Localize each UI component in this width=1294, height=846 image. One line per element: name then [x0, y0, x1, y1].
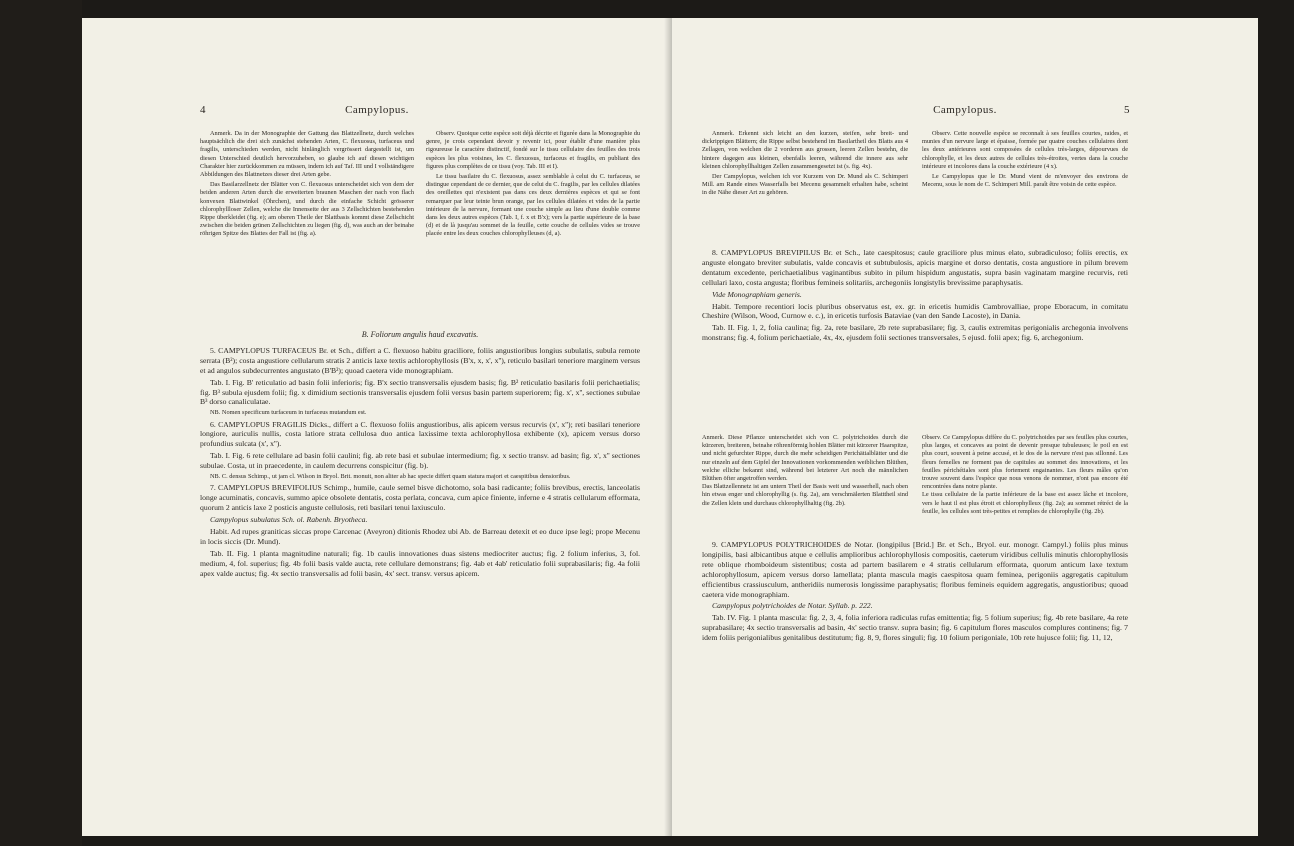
note-french-2: Observ. Ce Campylopus diffère du C. polytrichoides par ses feuilles plus courtes, plus larges, et concaves au point de devenir presque tubuleuses; le poil en est plus court, souvent à peine accusé, et le dos de la nervure n'est pas sillonné. Les fleurs femelles ne forment pas de capitules au sommet des innovations, et les feuilles périchétiales sont plus fortement engainantes. Les fleurs mâles qu'on trouve souvent dans l'espèce que nous venons de nommer, n'ont pas encore été rencontrées dans notre plante. Le tissu cellulaire de la partie inférieure de la base est assez lâche et incolore, vers le haut il est plus étroit et chlorophylleux (fig. 2a); au sommet rétréci de la feuille, les cellules sont très-petites et remplies de chlorophylle (fig. 2b). — [922, 434, 1128, 515]
plate-caption: Tab. II. Fig. 1, 2, folia caulina; fig. 2a, rete basilare, 2b rete suprabasilare; fig. 3, caulis extremitas perigonialis archegonia involvens monstrans; fig. 4, folium perichaetiale, 4x, 4x, ejusdem folii sectiones transversales, 5 ejusd. folii apex; fig. 6, archegonium. — [702, 323, 1128, 343]
species-entry: 5. CAMPYLOPUS TURFACEUS Br. et Sch., differt a C. flexuoso habitu graciliore, foliis angustioribus longius subulatis, subula remote serrata (B²); costa angustiore cellularum stratis 2 anticis laxe textis achlorophyllosis (B'x, x, x', x''), reticulo basilari teneriore marginem versus et ad angulos subdecurrentes angustato (B'B²); quoad caetera vide monographiam. — [200, 345, 640, 375]
paragraph: Le Campylopus que le Dr. Mund vient de m'envoyer des environs de Mecenu, sous le nom de C. Schimperi Mill. paraît être voisin de cette espèce. — [922, 173, 1128, 189]
paragraph: Das Basilarzellnetz der Blätter von C. flexuosus unterscheidet sich von dem der beiden anderen Arten durch die erweiterten braunen Maschen der nach von flach konvexen Blattwinkel (Öhrchen), und durch die einfache Schicht grösserer chlorophyllloser Zellen, welche die Innenseite der aus 3 Zellschichten bestehenden Rippe überkleidet (fig. e); am oberen Theile der Blattbasis kommt diese Zellschicht zwischen die beiden grünen Zellschichten zu liegen (fig. d), was auch an der beinahe röhrigen Spitze des Blattes der Fall ist (fig. a). — [200, 181, 414, 238]
paragraph: Observ. Cette nouvelle espèce se reconnaît à ses feuilles courtes, raides, et munies d'un nervure large et épaisse, formée par quatre couches cellulaires dont les deux antérieures sont composées de cellules très-larges, dépourvues de chlorophylle, et les deux autres de cellules très-étroites, vertes dans la couche intérieure et incolores dans la couche extérieure (4 x). — [922, 130, 1128, 170]
species-entry: 8. CAMPYLOPUS BREVIPILUS Br. et Sch., late caespitosus; caule graciliore plus minus elato, subradiculoso; foliis erectis, ex anguste elongato breviter subulatis, valde concavis et subtubulosis, apicis margine et dorso dentatis, costa angustiore in pilum brevem dentatum excedente, perichaetialibus vaginantibus subito in pilum hispidum angustatis, supra basin vaginatam margine recurvis, reti cellulari laxo, costa angusta; floribus femineis solitariis, archegoniis longistylis brevissime paraphysatis. — [702, 248, 1128, 287]
plate-caption: Tab. I. Fig. B' reticulatio ad basin folii inferioris; fig. B'x sectio transversalis ejusdem basis; fig. B² reticulatio basilaris folii perichaetialis; fig. B³ subula ejusdem folii; fig. x dimidium sectionis transversalis ejusdem folii versus basin partem superiorem; fig. x', x'', sectiones subulae B³ dorso canaliculatae. — [200, 377, 640, 407]
note-german — [702, 130, 908, 200]
running-head: Campylopus. — [933, 104, 997, 116]
note-french — [426, 130, 640, 241]
species-entry: 7. CAMPYLOPUS BREVIFOLIUS Schimp., humile, caule semel bisve dichotomo, sola basi radicante; foliis brevibus, erectis, lanceolatis longe acuminatis, concavis, summo apice obsolete dentatis, costa perlata, concava, cum apice finiente, inferne e 4 stratis cellularum efformata, quorum 2 anticis laxe 2 posticis anguste cellulosis, reti basilari tenui laxiusculo. — [200, 483, 640, 513]
paragraph: Le tissu basilaire du C. flexuosus, assez semblable à celui du C. turfaceus, se distingue cependant de ce dernier, que de celui du C. fragilis, par les cellules dilatées des oreillettes qui n'existent pas dans ces deux dernières espèces et qui se font remarquer par leur teinte brun orange, par les cellules dilatées et vides de la partie intérieure de la nervure, formant une couche simple au lieu d'une double comme dans les deux autres espèces (Tab. I, f. x et B'x); vers la partie supérieure de la base (d) et de là jusqu'au sommet de la feuille, cette couche de cellules vides se trouve placée entre les deux couches chlorophylleuses (d, a). — [426, 173, 640, 238]
note-german-2: Anmerk. Diese Pflanze unterscheidet sich von C. polytrichoides durch die kürzeren, breiteren, beinahe röhrenförmig hohlen Blätter mit kürzerer Haarspitze, und nicht gefurchter Rippe, durch die mehr scheidigen Perichätialblätter und die nur einzeln auf dem Gipfel der Innovationen vorkommenden weiblichen Blüthen, welche elliche bekannt sind, während bei letzterer Art noch die männlichen Blüthen öfter angetroffen werden. Das Blattzellennetz ist am untern Theil der Basis weit und wasserhell, nach oben hin etwas enger und chlorophyllig (s. fig. 2a), am verschmälerten Blatttheil sind die Zellen klein und durchaus chlorophyllhaltig (fig. 2b). — [702, 434, 908, 507]
habitat: Habit. Ad rupes graniticas siccas prope Carcenac (Aveyron) ditionis Rhodez ubi Ab. de Barreau detexit et eo duce ipse legi; prope Mecenu in locis siccis (Dr. Mund). — [200, 526, 640, 546]
reference: Vide Monographiam generis. — [712, 289, 802, 299]
main-text-upper — [702, 248, 1128, 345]
section-title: B. Foliorum angulis haud excavatis. — [361, 330, 479, 339]
scan-border — [0, 0, 82, 846]
synonym: Campylopus subulatus Sch. ol. Rabenh. Bryotheca. — [210, 515, 368, 524]
plate-caption: Tab. II. Fig. 1 planta magnitudine naturali; fig. 1b caulis innovationes duas sistens mediocriter auctus; fig. 2 folium inferius, 3, fol. medium, 4, fol. superius; fig. 4b folii basis valde aucta, rete cellulare demonstrans; fig. 4ab et 4ab' reticulatio folii suprabasilaris; fig. 4a folii apex valde auctus; fig. 4x sectio transversalis ad folii basin, 4x' sect. transv. versus apicem. — [200, 548, 640, 578]
paragraph: Anmerk. Erkennt sich leicht an den kurzen, steifen, sehr breit- und dickrippigen Blättern; die Rippe selbst bestehend im Basilartheil des Blatts aus 4 Zellagen, von welchen die 2 vorderen aus grossen, leeren Zellen bestehn, die hintere dagegen aus kleinen, ebenfalls leeren, während die innere aus sehr kleinen chlorophyllhaltigen Zellen zusammengesetzt ist (s. fig. 4x). — [702, 130, 908, 170]
note-french — [922, 130, 1128, 191]
species-entry: 6. CAMPYLOPUS FRAGILIS Dicks., differt a C. flexuoso foliis angustioribus, alis apicem versus recurvis (x', x''); reti basilari teneriore longiore, auriculis nullis, costa latiore strata cellulosa duo antica laxissime texta achlorophyllosa exhibente (x), apicem versus dorso profundius sulcata (x', x''). — [200, 419, 640, 449]
running-head: Campylopus. — [345, 104, 409, 116]
plate-caption: Tab. IV. Fig. 1 planta mascula: fig. 2, 3, 4, folia inferiora radiculas rufas emittentia; fig. 5 folium superius; fig. 4b rete basilare, 4a rete suprabasilare; 4x sectio transversalis ad basin, 4x' sectio transv. supra basin; fig. 6 capitulum flores masculos complures continens; fig. 7 idem foliis perigonialibus genitalibus destitutum; fig. 8, 9, flores singuli; fig. 10 folium perigoniale, 10b rete hujusce folii; fig. 11, 12, — [702, 613, 1128, 643]
note-german — [200, 130, 414, 241]
nota-bene: NB. Nomen specificum turfaceum in turfaceus mutandum est. — [210, 409, 367, 417]
left-page — [82, 18, 672, 836]
species-entry: 9. CAMPYLOPUS POLYTRICHOIDES de Notar. (longipilus [Brid.] Br. et Sch., Bryol. eur. monogr. Campyl.) foliis plus minus longipilis, basi albicantibus atque e cellulis amplioribus achlorophyllosis compositis, caeterum viridibus cellulis minutis chlorophyllosis rete oblique rhomboideum sistentibus; costa ad partem basilarem e 4 stratis cellularum efformata, quorum anticum laxe textum achlorophyllosum, apicem versus dorso lamellata; planta mascula magis caespitosa quam feminea, perigoniis aggregatis capitulum efficientibus crassiusculum, antheridiis numerosis longissime paraphysatis; floribus femineis equidem aggregatis, angustioribus; quoad caetera vide monographiam. — [702, 540, 1128, 599]
page-number: 5 — [1124, 104, 1130, 116]
nota-bene: NB. C. densus Schimp., ut jam cl. Wilson in Bryol. Brit. monuit, non aliter ab hac specie differt quam statura majori et caespitibus densioribus. — [210, 473, 571, 481]
paragraph: Observ. Quoique cette espèce soit déjà décrite et figurée dans la Monographie du genre, je crois cependant devoir y revenir ici, pour établir d'une manière plus rigoureuse le caractère distinctif, fondé sur le tissu cellulaire des feuilles des trois espèces les plus voisines, les C. flexuosus, turfaceus et fragilis, en publiant des figures plus complètes de ce tissu (voy. Tab. III et I). — [426, 130, 640, 170]
paragraph: Der Campylopus, welchen ich vor Kurzem von Dr. Mund als C. Schimperi Mill. am Rande eines Wasserfalls bei Mecenu gesammelt erhalten habe, scheint in die Nähe dieser Art zu gehören. — [702, 173, 908, 197]
plate-caption: Tab. I. Fig. 6 rete cellulare ad basin folii caulini; fig. ab rete basi et subulae intermedium; fig. x sectio transv. ad basin; fig. x', x'' sectiones subulae. Costa, ut in praecedente, in caulem decurrens conspicitur (fig. b). — [200, 451, 640, 471]
main-text-lower — [702, 540, 1128, 645]
page-number: 4 — [200, 104, 206, 116]
paragraph: Anmerk. Da in der Monographie der Gattung das Blattzellnetz, durch welches hauptsächlich die drei sich zunächst stehenden Arten, C. flexuosus, turfaceus und fragilis, unterschieden werden, nicht hinlänglich vergrössert dargestellt ist, um diesen Unterschied deutlich hervorzuheben, so glaube ich auf diesen wichtigen Charakter hier zurückkommen zu müssen, indem ich auf Taf. III und I vollständigere Abbildungen des Blattnetzes dieser drei Arten gebe. — [200, 130, 414, 179]
reference: Campylopus polytrichoides de Notar. Syllab. p. 222. — [712, 601, 873, 611]
habitat: Habit. Tempore recentiori locis pluribus observatus est, ex. gr. in ericetis humidis Cambrovalliae, prope Eboracum, in comitatu Cheshire (Wilson, Wood, Curnow e. c.), in ericetis turfosis Bataviae (van den Sande Lacoste), in Dania. — [702, 301, 1128, 321]
right-page — [672, 18, 1258, 836]
main-text — [200, 324, 640, 580]
